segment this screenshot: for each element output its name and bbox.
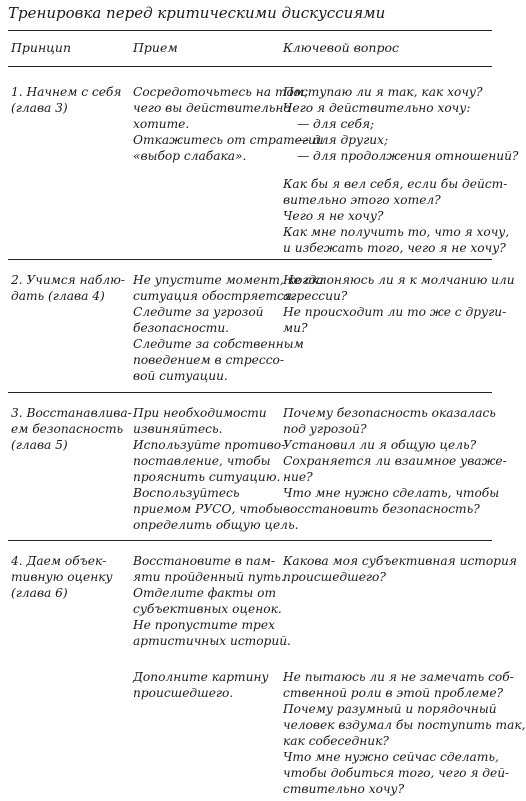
row-3-question-line: Установил ли я общую цель? — [283, 438, 477, 452]
row-3-technique — [133, 405, 299, 533]
rule-row-2 — [8, 392, 492, 393]
row-4-question-line: Не пытаюсь ли я не замечать соб- — [283, 670, 514, 684]
row-4-principle-line: тивную оценку — [11, 570, 113, 584]
row-2-technique-line: Не упустите момент, когда — [133, 273, 324, 287]
row-3-principle-line: (глава 5) — [11, 438, 68, 452]
row-3-technique-line: определить общую цель. — [133, 518, 299, 532]
row-1-technique-line: чего вы действительно — [133, 101, 291, 115]
row-2-principle-line: 2. Учимся наблю- — [11, 273, 125, 287]
row-3-question-line: Что мне нужно сделать, чтобы — [283, 486, 500, 500]
row-3-question-line: восстановить безопасность? — [283, 502, 480, 516]
row-4-technique-line: происшедшего. — [133, 686, 234, 700]
row-4-question-line: происшедшего? — [283, 570, 386, 584]
row-3-principle — [11, 405, 132, 453]
row-1-question-line: и избежать того, чего я не хочу? — [283, 241, 506, 255]
row-1-technique-line: Сосредоточьтесь на том, — [133, 85, 308, 99]
row-4-principle-line: 4. Даем объек- — [11, 554, 107, 568]
row-3-question-line: ние? — [283, 470, 313, 484]
row-4-question-line: Какова моя субъективная история — [283, 554, 517, 568]
row-2-technique-line: поведением в стрессо- — [133, 353, 284, 367]
rule-row-3 — [8, 540, 492, 541]
spacer — [283, 164, 493, 176]
row-4-principle — [11, 553, 121, 601]
row-4-question-line: чтобы добиться того, чего я дей- — [283, 766, 510, 780]
row-2-question — [283, 272, 515, 336]
row-3-technique-line: извиняйтесь. — [133, 422, 223, 436]
row-2-principle — [11, 272, 125, 304]
row-1-question-line: Как мне получить то, что я хочу, — [283, 225, 510, 239]
spacer — [283, 585, 493, 669]
row-1-principle-line: 1. Начнем с себя — [11, 85, 122, 99]
row-3-question-line: Сохраняется ли взаимное уваже- — [283, 454, 507, 468]
row-3-technique-line: поставление, чтобы — [133, 454, 271, 468]
row-1-question-line: вительно этого хотел? — [283, 193, 441, 207]
row-2-question-line: Не происходит ли то же с други- — [283, 305, 507, 319]
row-4-question-line: Что мне нужно сейчас сделать, — [283, 750, 499, 764]
row-2-question-line: агрессии? — [283, 289, 348, 303]
row-2-technique-line: вой ситуации. — [133, 369, 228, 383]
row-1-question-line: Чего я не хочу? — [283, 209, 384, 223]
row-2-principle-line: дать (глава 4) — [11, 289, 105, 303]
row-4-question — [283, 553, 526, 797]
row-3-technique-line: прояснить ситуацию. — [133, 470, 281, 484]
table-title: Тренировка перед критическими дискуссиями — [8, 4, 386, 22]
row-1-technique-line: «выбор слабака». — [133, 149, 247, 163]
row-4-question-line: Почему разумный и порядочный — [283, 702, 497, 716]
row-3-principle-line: ем безопасность — [11, 422, 124, 436]
row-1-question-line: Как бы я вел себя, если бы дейст- — [283, 177, 508, 191]
row-3-technique-line: приемом РУСО, чтобы — [133, 502, 284, 516]
row-4-principle-line: (глава 6) — [11, 586, 68, 600]
row-2-technique-line: Следите за собственным — [133, 337, 304, 351]
row-2-technique-line: ситуация обостряется. — [133, 289, 296, 303]
row-3-technique-line: При необходимости — [133, 406, 267, 420]
row-1-question-line: Чего я действительно хочу: — [283, 101, 471, 115]
row-2-technique-line: Следите за угрозой — [133, 305, 264, 319]
row-4-technique-line: яти пройденный путь. — [133, 570, 285, 584]
col-header-technique: Прием — [133, 40, 178, 55]
row-4-question-line: ственной роли в этой проблеме? — [283, 686, 504, 700]
row-1-principle-line: (глава 3) — [11, 101, 68, 115]
row-3-question-line: Почему безопасность оказалась — [283, 406, 496, 420]
row-1-technique — [133, 84, 324, 164]
row-1-principle — [11, 84, 121, 116]
row-4-technique-line: Восстановите в пам- — [133, 554, 276, 568]
rule-top — [8, 30, 492, 31]
row-3-technique-line: Воспользуйтесь — [133, 486, 240, 500]
row-1-question — [283, 84, 519, 256]
row-3-question-line: под угрозой? — [283, 422, 367, 436]
row-4-technique-line: Отделите факты от — [133, 586, 277, 600]
row-4-technique-line: Не пропустите трех — [133, 618, 275, 632]
row-4-technique-line: субъективных оценок. — [133, 602, 282, 616]
row-3-question — [283, 405, 507, 517]
row-1-question-line: — для продолжения отношений? — [297, 149, 519, 163]
row-1-question-line: Поступаю ли я так, как хочу? — [283, 85, 483, 99]
col-header-principle: Принцип — [11, 40, 72, 55]
row-1-question-line: — для других; — [297, 133, 389, 147]
row-3-principle-line: 3. Восстанавлива- — [11, 406, 132, 420]
col-header-question: Ключевой вопрос — [283, 40, 400, 55]
row-3-technique-line: Используйте противо- — [133, 438, 286, 452]
rule-row-1 — [8, 259, 492, 260]
row-1-technique-line: Откажитесь от стратегии — [133, 133, 324, 147]
row-2-question-line: ми? — [283, 321, 308, 335]
row-4-question-line: ствительно хочу? — [283, 782, 405, 796]
row-1-question-line: — для себя; — [297, 117, 375, 131]
row-2-question-line: Не склоняюсь ли я к молчанию или — [283, 273, 515, 287]
row-4-technique-line: артистичных историй. — [133, 634, 291, 648]
row-2-technique-line: безопасности. — [133, 321, 230, 335]
row-4-technique — [133, 553, 291, 701]
row-4-question-line: человек вздумал бы поступить так, — [283, 718, 526, 732]
row-1-technique-line: хотите. — [133, 117, 190, 131]
rule-header — [8, 66, 492, 67]
row-4-technique-line: Дополните картину — [133, 670, 269, 684]
spacer — [133, 649, 278, 669]
row-4-question-line: как собеседник? — [283, 734, 389, 748]
